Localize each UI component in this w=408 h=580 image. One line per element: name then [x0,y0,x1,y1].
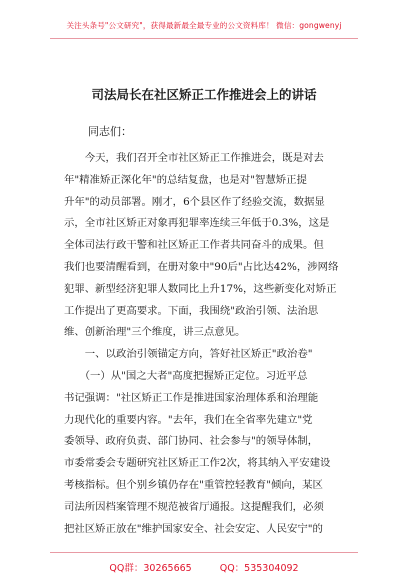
salutation: 同志们： [88,125,132,138]
footer [0,560,408,574]
body-line: 把社区矫正放在"维护国家安全、社会安定、人民安宁"的 [64,522,323,535]
body-line: 年"精准矫正深化年"的总结复盘，也是对"智慧矫正提 [64,173,307,186]
section-heading: 一、以政治引领锚定方向，答好社区矫正"政治卷" [64,348,313,361]
document-title: 司法局长在社区矫正工作推进会上的讲话 [91,87,317,102]
body-line: 我们也要清醒看到，在册对象中"90后"占比达42%，涉网络 [64,260,339,273]
body-line: 市委常委会专题研究社区矫正工作2次，将其纳入平安建设 [64,457,331,470]
body-line: 考核指标。但个别乡镇仍存在"重管控轻教育"倾向，某区 [64,478,323,491]
body-line: 力现代化的重要内容。"去年，我们在全省率先建立"党 [64,413,313,426]
footer-divider [50,552,358,553]
footer-qq-contact: QQ：535304092 [219,563,299,574]
footer-qq-group: QQ群：30265665 [109,563,192,574]
body-line: 示，全市社区矫正对象再犯罪率连续三年低于0.3%，这是 [64,217,330,230]
header-banner: 关注头条号"公文研究"，获得最新最全最专业的公文资料库！ 微信：gongwenyj [66,21,342,30]
body-line: 维、创新治理"三个维度，讲三点意见。 [64,326,246,339]
document-body [64,148,354,540]
body-line: 司法所因档案管理不规范被省厅通报。这提醒我们，必须 [64,500,324,513]
body-line: 工作提出了更高要求。下面，我围绕"政治引领、法治思 [64,304,319,317]
body-line: 犯罪、新型经济犯罪人数同比上升17%，这些新变化对矫正 [64,282,337,295]
header-divider [50,38,358,39]
body-line: 书记强调："社区矫正工作是推进国家治理体系和治理能 [64,391,319,404]
body-line: 升年"的动员部署。刚才，6个县区作了经验交流，数据显 [64,195,325,208]
body-line: 今天，我们召开全市社区矫正工作推进会，既是对去 [64,152,324,164]
body-line: （一）从"国之大者"高度把握矫正定位。习近平总 [64,369,308,382]
body-line: 委领导、政府负责、部门协同、社会参与"的领导体制， [64,435,319,448]
body-line: 全体司法行政干警和社区矫正工作者共同奋斗的成果。但 [64,239,324,252]
